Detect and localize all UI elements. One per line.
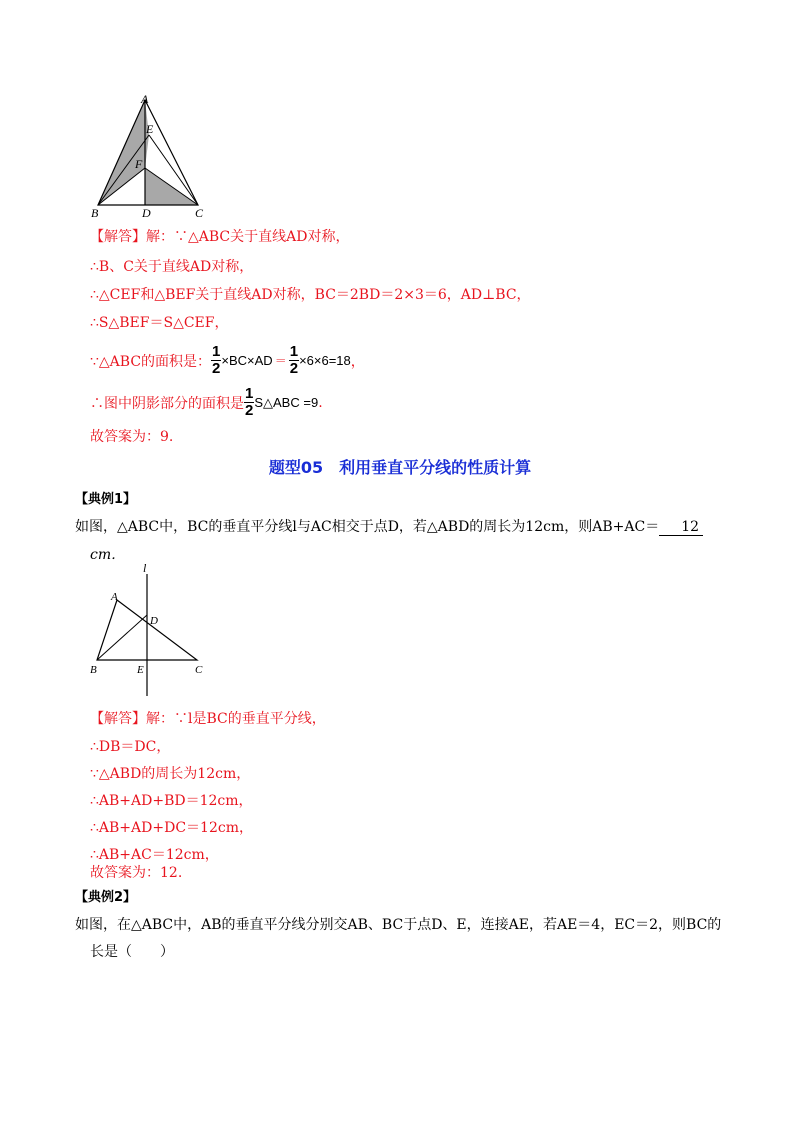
solution-1-line-3: ∴△CEF和△BEF关于直线AD对称，BC＝2BD＝2×3＝6，AD⊥BC， (90, 287, 531, 303)
question-text: 如图，△ABC中，BC的垂直平分线l与AC相交于点D，若△ABD的周长为12cm，则AB+AC＝ (75, 519, 660, 535)
fraction-half: $\frac{1}{2}$ (289, 343, 299, 377)
formula-text: S△ABC =9 (254, 394, 319, 410)
fraction-half: $\frac{1}{2}$ (212, 343, 221, 377)
solution-text: ∵△ABC的面积是： (90, 353, 212, 370)
solution-1-line-1 (90, 226, 349, 246)
figure-triangle-shaded (85, 90, 215, 225)
label-d: D (142, 206, 151, 220)
label-a: A (111, 591, 118, 603)
formula-text: ×6×6=18 (299, 353, 351, 368)
label-e: E (137, 664, 144, 676)
label-c: C (195, 206, 204, 220)
example-1-question-line-2: cm． (90, 547, 126, 563)
label-f: F (135, 157, 143, 171)
solution-1-line-6 (90, 386, 323, 419)
solution-text: 解：∵l是BC的垂直平分线， (146, 711, 326, 727)
section-title: 题型05 利用垂直平分线的性质计算 (268, 458, 532, 477)
fraction-half: $\frac{1}{2}$ (245, 385, 254, 419)
solution-1-line-5 (90, 344, 365, 377)
equals-sign: ＝ (274, 354, 287, 368)
solution-2-line-5: ∴AB+AD+DC＝12cm， (90, 820, 253, 836)
label-c: C (195, 664, 203, 676)
label-e: E (146, 122, 154, 136)
solution-tag: 【解答】 (90, 711, 146, 727)
example-1-question-line-1 (75, 516, 703, 536)
label-d: D (150, 615, 158, 627)
solution-text: 解：∵△ABC关于直线AD对称， (146, 229, 350, 245)
example-2-question-line-1: 如图，在△ABC中，AB的垂直平分线分别交AB、BC于点D、E，连接AE，若AE＝4，EC＝2，则BC的 (75, 917, 722, 933)
punctuation: ， (350, 353, 365, 370)
solution-2-line-4: ∴AB+AD+BD＝12cm， (90, 793, 253, 809)
solution-2-line-3: ∵△ABD的周长为12cm， (90, 766, 251, 782)
figure-perpendicular-bisector (85, 560, 215, 700)
label-b: B (91, 206, 99, 220)
label-b: B (90, 664, 97, 676)
solution-text: ∴图中阴影部分的面积是 (90, 395, 244, 412)
answer-blank: 12 (659, 519, 703, 536)
example-1-tag: 【典例1】 (75, 492, 137, 507)
solution-2-answer: 故答案为：12. (90, 865, 183, 881)
label-a: A (141, 92, 149, 106)
formula-text: ×BC×AD (221, 353, 273, 368)
label-l: l (143, 561, 147, 575)
solution-tag: 【解答】 (90, 229, 146, 245)
solution-1-answer: 故答案为：9. (90, 429, 174, 445)
solution-1-line-4: ∴S△BEF＝S△CEF， (90, 315, 229, 331)
example-2-tag: 【典例2】 (75, 890, 137, 905)
punctuation: . (318, 394, 323, 411)
solution-2-line-6: ∴AB+AC＝12cm， (90, 847, 219, 863)
example-2-question-line-2: 长是（ ） (90, 944, 174, 960)
solution-2-line-2: ∴DB＝DC， (90, 739, 171, 755)
solution-1-line-2: ∴B、C关于直线AD对称， (90, 259, 254, 275)
solution-2-line-1 (90, 708, 326, 728)
